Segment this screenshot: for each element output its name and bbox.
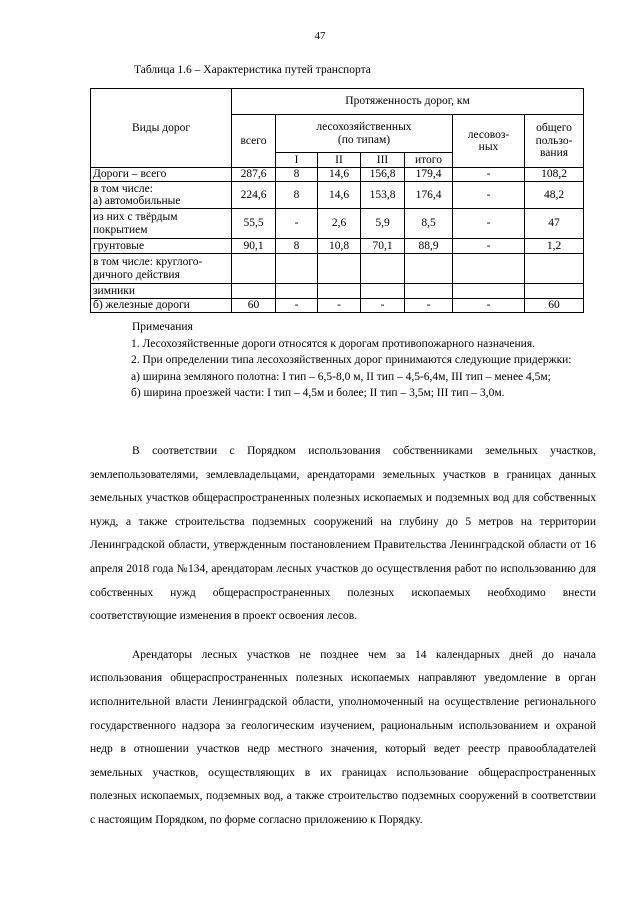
- table-cell: [276, 254, 318, 284]
- table-cell: 153,8: [361, 182, 405, 209]
- table-row: [91, 182, 584, 209]
- table-cell: 5,9: [361, 209, 405, 239]
- table-cell: [361, 254, 405, 284]
- table-cell: 1,2: [525, 239, 584, 254]
- table-cell: [405, 254, 453, 284]
- table-cell: 8: [276, 168, 318, 182]
- paragraph: Арендаторы лесных участков не позднее чем за 14 календарных дней до начала использования общераспространенных полезных ископаемых направляют уведомление в орган исполнительной власти Ленинградской области, уполномоченный на осуществление регионального государственного надзора за геологическим изучением, рациональным использованием и охраной недр в отношении участков недр местного значения, который ведет реестр правообладателей земельных участков, осуществляющих в их границах использование общераспространенных полезных ископаемых, подземных вод, а также строительство подземных сооружений в соответствии с настоящим Порядком, по форме согласно приложению к Порядку.: [90, 648, 596, 826]
- note-item: а) ширина земляного полотна: I тип – 6,5-8,0 м, II тип – 4,5-6,4м, III тип – менее 4,5м;: [131, 370, 551, 383]
- table-cell: 55,5: [232, 209, 276, 239]
- table-cell: 8,5: [405, 209, 453, 239]
- table-cell: [405, 284, 453, 299]
- table-cell: 176,4: [405, 182, 453, 209]
- table-cell: -: [453, 168, 525, 182]
- header-public-use: общего пользо- вания: [525, 115, 584, 168]
- page-number: 47: [314, 30, 326, 42]
- table-cell: -: [453, 239, 525, 254]
- table-row: [91, 299, 584, 313]
- table-row: [91, 284, 584, 299]
- header-road-types: Виды дорог: [91, 89, 232, 168]
- table-cell: -: [361, 299, 405, 313]
- row-label: Дороги – всего: [91, 168, 232, 182]
- table-cell: [453, 284, 525, 299]
- table-cell: [318, 254, 361, 284]
- row-label: грунтовые: [91, 239, 232, 254]
- table-cell: 10,8: [318, 239, 361, 254]
- header-timber-hauling: лесовоз- ных: [453, 115, 525, 168]
- table-cell: [318, 284, 361, 299]
- table-row: [91, 209, 584, 239]
- table-cell: -: [453, 299, 525, 313]
- table-cell: 70,1: [361, 239, 405, 254]
- header-type-3: III: [361, 153, 405, 168]
- header-length: Протяженность дорог, км: [232, 89, 584, 115]
- table-cell: [525, 254, 584, 284]
- table-cell: -: [276, 299, 318, 313]
- table-cell: 60: [232, 299, 276, 313]
- table-cell: [232, 254, 276, 284]
- header-total: всего: [232, 115, 276, 168]
- table-cell: 88,9: [405, 239, 453, 254]
- note-item: 1. Лесохозяйственные дороги относятся к дорогам противопожарного назначения.: [131, 337, 535, 350]
- table-caption: Таблица 1.6 – Характеристика путей транспорта: [134, 64, 371, 76]
- table-cell: -: [318, 299, 361, 313]
- row-label: в том числе: круглого- дичного действия: [91, 254, 232, 284]
- table-cell: -: [276, 209, 318, 239]
- table-cell: [232, 284, 276, 299]
- table-cell: 156,8: [361, 168, 405, 182]
- row-label: зимники: [91, 284, 232, 299]
- table-cell: [453, 254, 525, 284]
- table-cell: [276, 284, 318, 299]
- table-cell: 60: [525, 299, 584, 313]
- table-header-row: [91, 89, 584, 115]
- table-cell: 108,2: [525, 168, 584, 182]
- header-forestry: лесохозяйственных (по типам): [276, 115, 453, 153]
- table-cell: -: [405, 299, 453, 313]
- table-cell: 224,6: [232, 182, 276, 209]
- table-row: [91, 168, 584, 182]
- table-cell: 179,4: [405, 168, 453, 182]
- row-label: б) железные дороги: [91, 299, 232, 313]
- table-cell: 48,2: [525, 182, 584, 209]
- row-label: в том числе: а) автомобильные: [91, 182, 232, 209]
- table-cell: 8: [276, 182, 318, 209]
- note-item: 2. При определении типа лесохозяйственных дорог принимаются следующие придержки:: [131, 354, 572, 366]
- header-type-1: I: [276, 153, 318, 168]
- table-cell: 14,6: [318, 168, 361, 182]
- table-cell: -: [453, 209, 525, 239]
- table-row: [91, 254, 584, 284]
- row-label: из них с твёрдым покрытием: [91, 209, 232, 239]
- header-type-total: итого: [405, 153, 453, 168]
- paragraph: В соответствии с Порядком использования собственниками земельных участков, землепользователями, землевладельцами, арендаторами земельных участков в границах данных земельных участков общераспространенных полезных ископаемых и подземных вод для собственных нужд, а также строительства подземных сооружений на глубину до 5 метров на территории Ленинградской области, утвержденным постановлением Правительства Ленинградской области от 16 апреля 2018 года №134, арендаторам лесных участков до осуществления работ по использованию для собственных нужд общераспространенных полезных ископаемых необходимо внести соответствующие изменения в проект освоения лесов.: [90, 445, 596, 623]
- table-cell: 90,1: [232, 239, 276, 254]
- table-cell: [525, 284, 584, 299]
- notes: [90, 319, 586, 402]
- body-text: [90, 440, 596, 833]
- notes-heading: Примечания: [132, 321, 193, 333]
- table-cell: 47: [525, 209, 584, 239]
- table-cell: 287,6: [232, 168, 276, 182]
- header-type-2: II: [318, 153, 361, 168]
- table-cell: 8: [276, 239, 318, 254]
- table-row: [91, 239, 584, 254]
- note-item: б) ширина проезжей части: I тип – 4,5м и более; II тип – 3,5м; III тип – 3,0м.: [131, 387, 505, 399]
- table-cell: [361, 284, 405, 299]
- table-cell: -: [453, 182, 525, 209]
- table-cell: 2,6: [318, 209, 361, 239]
- table-cell: 14,6: [318, 182, 361, 209]
- roads-table: [90, 88, 584, 313]
